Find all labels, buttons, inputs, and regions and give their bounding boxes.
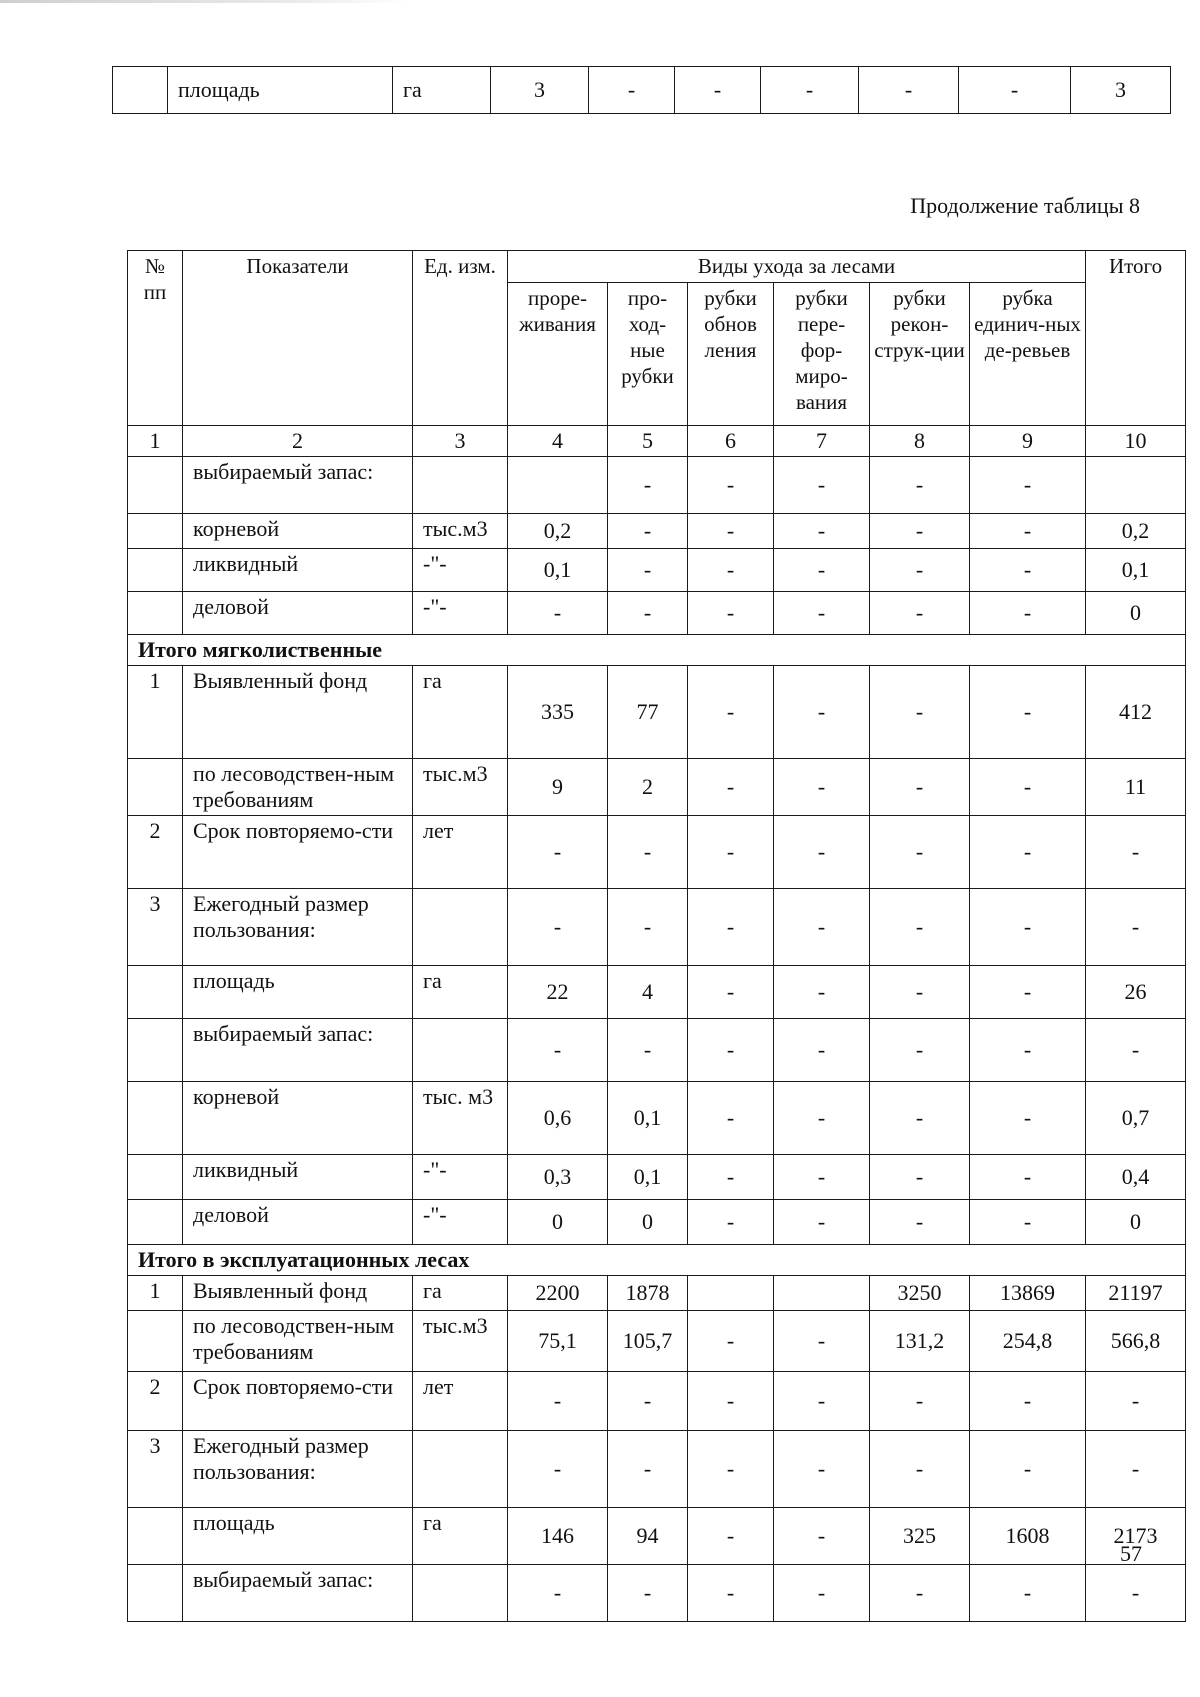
section-title: Итого мягколиственные: [128, 635, 1186, 666]
value-cell: -: [1086, 889, 1186, 966]
row-number: [128, 1508, 183, 1565]
table-row: [128, 966, 1186, 1019]
row-unit: га: [413, 666, 508, 759]
fragment-value: -: [859, 67, 959, 114]
col-header-unit: Ед. изм.: [413, 251, 508, 426]
column-number: 9: [970, 426, 1086, 457]
value-cell: -: [774, 816, 870, 889]
value-cell: -: [870, 457, 970, 514]
subheader-renewal-cuts: рубки обнов ления: [688, 282, 774, 425]
row-unit: га: [413, 1276, 508, 1311]
row-number: [128, 966, 183, 1019]
row-number: [128, 1200, 183, 1245]
value-cell: -: [870, 1200, 970, 1245]
table-row: [128, 549, 1186, 592]
value-cell: 75,1: [508, 1311, 608, 1372]
value-cell: -: [608, 1019, 688, 1082]
row-number: 3: [128, 889, 183, 966]
value-cell: -: [508, 889, 608, 966]
row-label: Ежегодный размер пользования:: [183, 1431, 413, 1508]
value-cell: -: [688, 889, 774, 966]
value-cell: -: [508, 816, 608, 889]
row-label: ликвидный: [183, 1155, 413, 1200]
subheader-single-tree-cuts: рубка единич-ных де-ревьев: [970, 282, 1086, 425]
value-cell: -: [688, 966, 774, 1019]
fragment-value: -: [761, 67, 859, 114]
value-cell: -: [870, 966, 970, 1019]
value-cell: 325: [870, 1508, 970, 1565]
value-cell: -: [688, 1311, 774, 1372]
col-header-num: № пп: [128, 251, 183, 426]
subheader-reformation-cuts: рубки пере-фор-миро-вания: [774, 282, 870, 425]
value-cell: 0,1: [508, 549, 608, 592]
value-cell: -: [774, 966, 870, 1019]
row-number: [128, 457, 183, 514]
value-cell: -: [870, 816, 970, 889]
value-cell: -: [608, 457, 688, 514]
value-cell: [508, 457, 608, 514]
row-number: 1: [128, 666, 183, 759]
value-cell: -: [774, 1155, 870, 1200]
row-unit: [413, 457, 508, 514]
value-cell: 1608: [970, 1508, 1086, 1565]
value-cell: -: [870, 514, 970, 549]
value-cell: -: [870, 1019, 970, 1082]
table-row: [128, 1276, 1186, 1311]
value-cell: 0,3: [508, 1155, 608, 1200]
row-unit: га: [413, 966, 508, 1019]
value-cell: -: [608, 1565, 688, 1622]
value-cell: 412: [1086, 666, 1186, 759]
col-header-total: Итого: [1086, 251, 1186, 426]
row-number: 2: [128, 816, 183, 889]
value-cell: -: [970, 1200, 1086, 1245]
value-cell: -: [774, 1082, 870, 1155]
row-unit: -"-: [413, 592, 508, 635]
value-cell: -: [608, 549, 688, 592]
value-cell: 1878: [608, 1276, 688, 1311]
value-cell: -: [688, 457, 774, 514]
fragment-row: [113, 67, 1171, 114]
value-cell: 0,1: [608, 1082, 688, 1155]
row-number: [128, 1082, 183, 1155]
value-cell: -: [688, 1082, 774, 1155]
column-number: 1: [128, 426, 183, 457]
value-cell: 0: [508, 1200, 608, 1245]
subheader-thinning: проре-живания: [508, 282, 608, 425]
value-cell: -: [1086, 1431, 1186, 1508]
table-row: [128, 759, 1186, 816]
column-number: 7: [774, 426, 870, 457]
value-cell: -: [688, 759, 774, 816]
row-unit: -"-: [413, 1155, 508, 1200]
column-number: 10: [1086, 426, 1186, 457]
row-label: выбираемый запас:: [183, 1565, 413, 1622]
value-cell: -: [970, 1155, 1086, 1200]
row-number: [128, 514, 183, 549]
value-cell: -: [870, 1565, 970, 1622]
row-number: [128, 1019, 183, 1082]
fragment-num-cell: [113, 67, 168, 114]
value-cell: 13869: [970, 1276, 1086, 1311]
row-number: 3: [128, 1431, 183, 1508]
value-cell: -: [970, 457, 1086, 514]
table-body: [128, 251, 1186, 1622]
value-cell: -: [970, 889, 1086, 966]
subheader-passage-cuts: про-ход-ные рубки: [608, 282, 688, 425]
row-number: 2: [128, 1372, 183, 1431]
table-row: [128, 1508, 1186, 1565]
value-cell: -: [870, 1155, 970, 1200]
value-cell: 0,6: [508, 1082, 608, 1155]
fragment-value: 3: [491, 67, 589, 114]
row-unit: [413, 1431, 508, 1508]
row-number: 1: [128, 1276, 183, 1311]
value-cell: 0,2: [1086, 514, 1186, 549]
value-cell: -: [970, 759, 1086, 816]
value-cell: -: [608, 1372, 688, 1431]
value-cell: 131,2: [870, 1311, 970, 1372]
value-cell: -: [774, 1565, 870, 1622]
value-cell: -: [774, 1200, 870, 1245]
value-cell: -: [970, 549, 1086, 592]
row-label: деловой: [183, 592, 413, 635]
value-cell: -: [870, 1082, 970, 1155]
column-number: 4: [508, 426, 608, 457]
value-cell: -: [1086, 816, 1186, 889]
value-cell: -: [870, 1372, 970, 1431]
value-cell: [1086, 457, 1186, 514]
subheader-reconstruction-cuts: рубки рекон-струк-ции: [870, 282, 970, 425]
table-row: [128, 1019, 1186, 1082]
value-cell: 0: [1086, 1200, 1186, 1245]
value-cell: 94: [608, 1508, 688, 1565]
row-unit: лет: [413, 1372, 508, 1431]
value-cell: -: [970, 1372, 1086, 1431]
value-cell: -: [970, 966, 1086, 1019]
forest-care-table: [127, 250, 1186, 1622]
value-cell: -: [870, 889, 970, 966]
row-label: деловой: [183, 1200, 413, 1245]
value-cell: 0: [608, 1200, 688, 1245]
value-cell: -: [970, 1565, 1086, 1622]
value-cell: -: [774, 889, 870, 966]
fragment-value: -: [589, 67, 675, 114]
value-cell: [774, 1276, 870, 1311]
row-label: площадь: [183, 1508, 413, 1565]
fragment-value: -: [675, 67, 761, 114]
row-number: [128, 759, 183, 816]
row-label: Ежегодный размер пользования:: [183, 889, 413, 966]
table-row: [128, 1311, 1186, 1372]
scan-artifact-line: [0, 0, 410, 3]
value-cell: -: [970, 514, 1086, 549]
row-label: Выявленный фонд: [183, 666, 413, 759]
table-row: [128, 666, 1186, 759]
table-row: [128, 1372, 1186, 1431]
table-caption: Продолжение таблицы 8: [910, 193, 1140, 218]
section-header-row: [128, 1245, 1186, 1276]
value-cell: -: [508, 1565, 608, 1622]
value-cell: 26: [1086, 966, 1186, 1019]
value-cell: -: [774, 514, 870, 549]
row-label: ликвидный: [183, 549, 413, 592]
section-header-row: [128, 635, 1186, 666]
table-row: [128, 1082, 1186, 1155]
column-number: 3: [413, 426, 508, 457]
value-cell: -: [688, 1565, 774, 1622]
row-number: [128, 1565, 183, 1622]
row-unit: лет: [413, 816, 508, 889]
value-cell: -: [774, 1311, 870, 1372]
value-cell: 335: [508, 666, 608, 759]
value-cell: -: [688, 1372, 774, 1431]
row-unit: тыс.м3: [413, 514, 508, 549]
row-number: [128, 1311, 183, 1372]
value-cell: -: [774, 1372, 870, 1431]
value-cell: -: [688, 592, 774, 635]
value-cell: -: [688, 816, 774, 889]
value-cell: [688, 1276, 774, 1311]
value-cell: -: [774, 1431, 870, 1508]
section-title: Итого в эксплуатационных лесах: [128, 1245, 1186, 1276]
value-cell: 0,4: [1086, 1155, 1186, 1200]
row-number: [128, 549, 183, 592]
row-label: выбираемый запас:: [183, 1019, 413, 1082]
value-cell: -: [870, 1431, 970, 1508]
table-row: [128, 1155, 1186, 1200]
header-row: [128, 251, 1186, 283]
value-cell: 146: [508, 1508, 608, 1565]
row-number: [128, 592, 183, 635]
table-row: [128, 1200, 1186, 1245]
value-cell: -: [774, 457, 870, 514]
previous-table-fragment: [112, 66, 1171, 114]
table-row: [128, 889, 1186, 966]
value-cell: 0,1: [1086, 549, 1186, 592]
column-number: 2: [183, 426, 413, 457]
row-label: по лесоводствен-ным требованиям: [183, 1311, 413, 1372]
row-label: Срок повторяемо-сти: [183, 1372, 413, 1431]
value-cell: -: [970, 666, 1086, 759]
value-cell: 566,8: [1086, 1311, 1186, 1372]
value-cell: -: [688, 666, 774, 759]
value-cell: 2200: [508, 1276, 608, 1311]
value-cell: -: [508, 1431, 608, 1508]
table-row: [128, 1431, 1186, 1508]
row-label: корневой: [183, 1082, 413, 1155]
value-cell: -: [688, 1431, 774, 1508]
row-label: корневой: [183, 514, 413, 549]
value-cell: -: [970, 592, 1086, 635]
value-cell: -: [774, 592, 870, 635]
row-unit: тыс.м3: [413, 759, 508, 816]
value-cell: 0,2: [508, 514, 608, 549]
value-cell: -: [774, 666, 870, 759]
column-number: 6: [688, 426, 774, 457]
table-row: [128, 1565, 1186, 1622]
value-cell: -: [688, 1508, 774, 1565]
value-cell: -: [970, 1431, 1086, 1508]
fragment-label: площадь: [168, 67, 393, 114]
value-cell: -: [1086, 1565, 1186, 1622]
value-cell: -: [774, 1019, 870, 1082]
value-cell: -: [1086, 1019, 1186, 1082]
value-cell: -: [608, 514, 688, 549]
table-row: [128, 592, 1186, 635]
row-label: выбираемый запас:: [183, 457, 413, 514]
value-cell: -: [774, 759, 870, 816]
row-label: Выявленный фонд: [183, 1276, 413, 1311]
value-cell: 22: [508, 966, 608, 1019]
column-number: 8: [870, 426, 970, 457]
value-cell: 77: [608, 666, 688, 759]
value-cell: -: [688, 514, 774, 549]
value-cell: 21197: [1086, 1276, 1186, 1311]
value-cell: 254,8: [970, 1311, 1086, 1372]
fragment-value: 3: [1071, 67, 1171, 114]
value-cell: -: [688, 549, 774, 592]
value-cell: -: [774, 1508, 870, 1565]
table-row: [128, 457, 1186, 514]
col-header-indicators: Показатели: [183, 251, 413, 426]
value-cell: -: [688, 1200, 774, 1245]
value-cell: -: [608, 889, 688, 966]
page-number: 57: [1120, 1541, 1142, 1566]
row-unit: тыс. м3: [413, 1082, 508, 1155]
table-row: [128, 514, 1186, 549]
row-label: по лесоводствен-ным требованиям: [183, 759, 413, 816]
value-cell: -: [508, 1019, 608, 1082]
row-label: площадь: [183, 966, 413, 1019]
value-cell: -: [688, 1155, 774, 1200]
value-cell: 3250: [870, 1276, 970, 1311]
value-cell: 0,1: [608, 1155, 688, 1200]
value-cell: 0: [1086, 592, 1186, 635]
value-cell: 2: [608, 759, 688, 816]
value-cell: -: [870, 549, 970, 592]
value-cell: -: [608, 592, 688, 635]
value-cell: -: [508, 592, 608, 635]
value-cell: 2173: [1086, 1508, 1186, 1565]
value-cell: 11: [1086, 759, 1186, 816]
value-cell: -: [970, 1082, 1086, 1155]
row-unit: [413, 1565, 508, 1622]
col-header-care-types: Виды ухода за лесами: [508, 251, 1086, 283]
column-number-row: [128, 426, 1186, 457]
row-number: [128, 1155, 183, 1200]
value-cell: 4: [608, 966, 688, 1019]
fragment-unit: га: [393, 67, 491, 114]
row-unit: -"-: [413, 549, 508, 592]
value-cell: -: [870, 592, 970, 635]
value-cell: -: [870, 759, 970, 816]
value-cell: -: [870, 666, 970, 759]
value-cell: -: [970, 1019, 1086, 1082]
value-cell: 0,7: [1086, 1082, 1186, 1155]
value-cell: -: [970, 816, 1086, 889]
value-cell: -: [608, 1431, 688, 1508]
fragment-value: -: [959, 67, 1071, 114]
value-cell: -: [1086, 1372, 1186, 1431]
column-number: 5: [608, 426, 688, 457]
value-cell: 9: [508, 759, 608, 816]
row-unit: га: [413, 1508, 508, 1565]
row-unit: [413, 889, 508, 966]
value-cell: -: [688, 1019, 774, 1082]
row-label: Срок повторяемо-сти: [183, 816, 413, 889]
value-cell: -: [608, 816, 688, 889]
row-unit: [413, 1019, 508, 1082]
row-unit: -"-: [413, 1200, 508, 1245]
value-cell: 105,7: [608, 1311, 688, 1372]
table-row: [128, 816, 1186, 889]
value-cell: -: [508, 1372, 608, 1431]
value-cell: -: [774, 549, 870, 592]
row-unit: тыс.м3: [413, 1311, 508, 1372]
